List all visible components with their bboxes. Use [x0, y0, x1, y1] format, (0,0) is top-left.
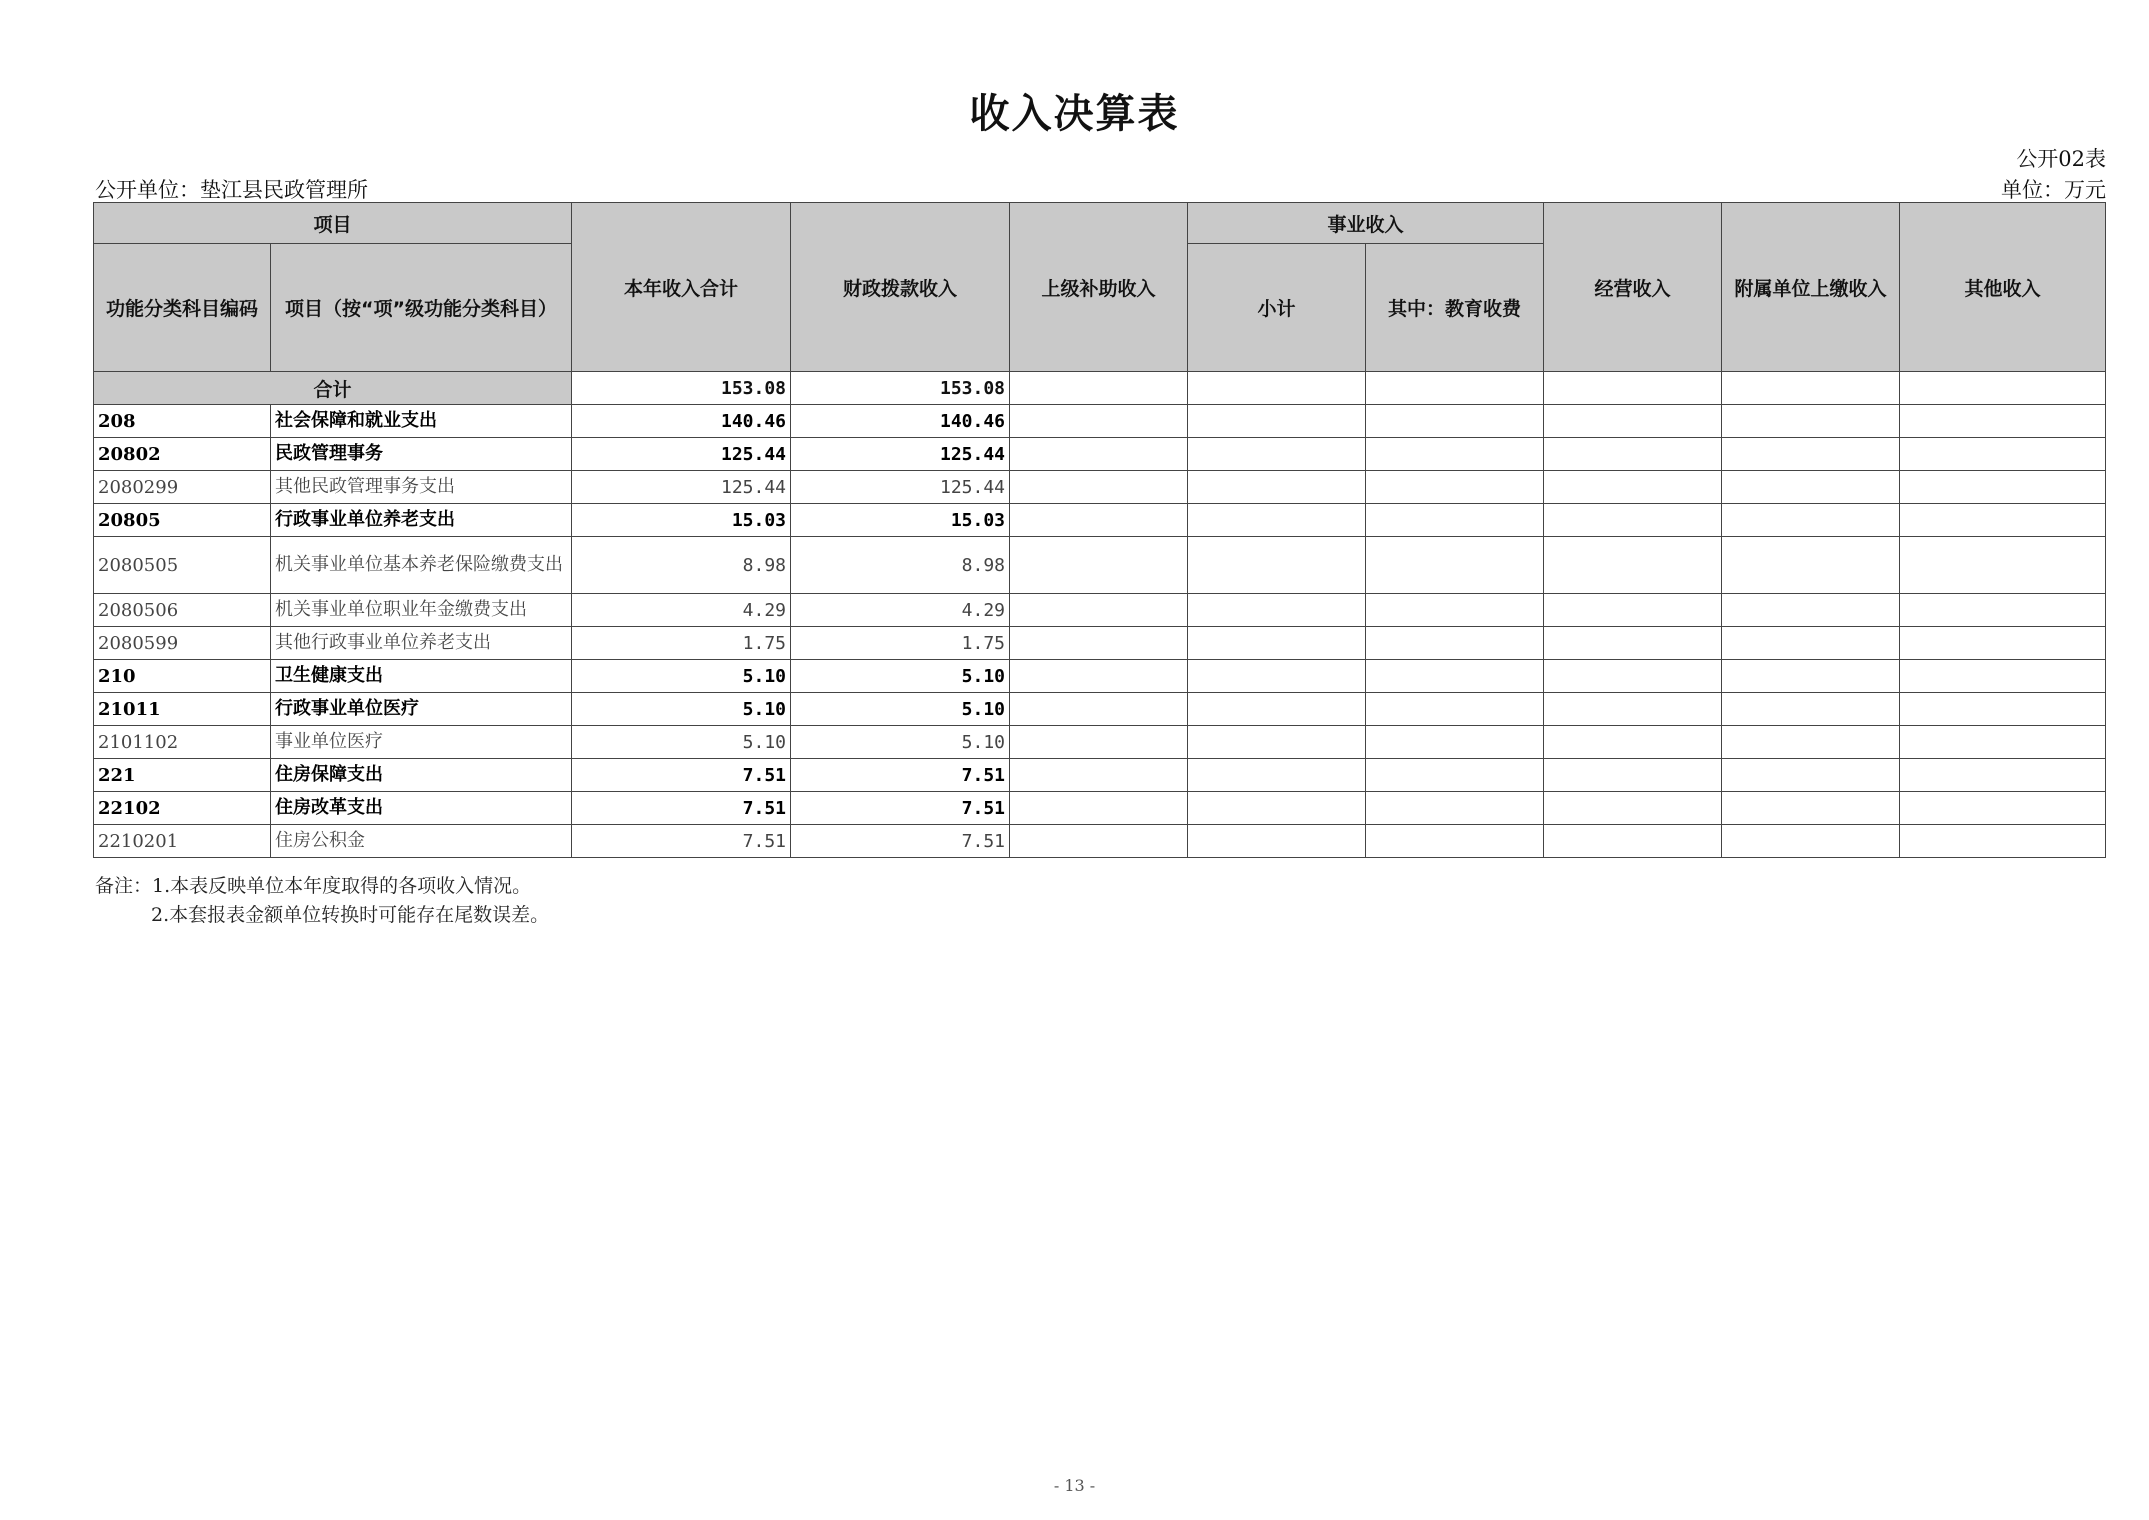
note-1: 备注：1.本表反映单位本年度取得的各项收入情况。	[95, 875, 532, 897]
row-fiscal: 125.44	[791, 438, 1010, 471]
empty-cell	[1010, 594, 1188, 627]
header-fiscal: 财政拨款收入	[791, 203, 1010, 372]
empty-cell	[1544, 405, 1722, 438]
empty-cell	[1900, 759, 2106, 792]
header-code: 功能分类科目编码	[94, 244, 271, 372]
empty-cell	[1900, 372, 2106, 405]
page-title: 收入决算表	[969, 91, 1180, 137]
row-name: 其他行政事业单位养老支出	[271, 627, 572, 660]
row-code: 22102	[94, 792, 271, 825]
total-fiscal: 153.08	[791, 372, 1010, 405]
row-code: 210	[94, 660, 271, 693]
empty-cell	[1900, 660, 2106, 693]
empty-cell	[1900, 471, 2106, 504]
row-fiscal: 5.10	[791, 660, 1010, 693]
empty-cell	[1010, 537, 1188, 594]
row-name: 卫生健康支出	[271, 660, 572, 693]
table-row	[94, 537, 2106, 594]
table-row	[94, 792, 2106, 825]
empty-cell	[1722, 537, 1900, 594]
empty-cell	[1010, 438, 1188, 471]
row-total: 4.29	[572, 594, 791, 627]
empty-cell	[1544, 537, 1722, 594]
empty-cell	[1544, 504, 1722, 537]
empty-cell	[1366, 759, 1544, 792]
empty-cell	[1010, 504, 1188, 537]
total-label: 合计	[94, 372, 572, 405]
empty-cell	[1544, 471, 1722, 504]
table-row	[94, 471, 2106, 504]
empty-cell	[1900, 726, 2106, 759]
form-number: 公开02表	[2016, 147, 2106, 171]
row-code: 2080299	[94, 471, 271, 504]
header-career-subtotal: 小计	[1188, 244, 1366, 372]
empty-cell	[1188, 627, 1366, 660]
empty-cell	[1188, 660, 1366, 693]
header-career: 事业收入	[1188, 203, 1544, 244]
empty-cell	[1188, 792, 1366, 825]
row-total: 7.51	[572, 825, 791, 858]
row-total: 7.51	[572, 759, 791, 792]
empty-cell	[1722, 471, 1900, 504]
row-fiscal: 8.98	[791, 537, 1010, 594]
row-code: 20802	[94, 438, 271, 471]
row-total: 5.10	[572, 660, 791, 693]
empty-cell	[1188, 405, 1366, 438]
row-fiscal: 5.10	[791, 726, 1010, 759]
empty-cell	[1010, 660, 1188, 693]
empty-cell	[1722, 759, 1900, 792]
empty-cell	[1366, 537, 1544, 594]
reporting-unit: 公开单位：垫江县民政管理所	[95, 178, 368, 202]
row-total: 125.44	[572, 438, 791, 471]
row-total: 15.03	[572, 504, 791, 537]
empty-cell	[1722, 594, 1900, 627]
empty-cell	[1010, 759, 1188, 792]
empty-cell	[1900, 504, 2106, 537]
row-name: 机关事业单位职业年金缴费支出	[271, 594, 572, 627]
row-total: 7.51	[572, 792, 791, 825]
header-affiliated: 附属单位上缴收入	[1722, 203, 1900, 372]
row-fiscal: 1.75	[791, 627, 1010, 660]
empty-cell	[1188, 825, 1366, 858]
row-code: 2080505	[94, 537, 271, 594]
empty-cell	[1010, 405, 1188, 438]
empty-cell	[1900, 594, 2106, 627]
empty-cell	[1366, 825, 1544, 858]
row-fiscal: 7.51	[791, 825, 1010, 858]
row-fiscal: 15.03	[791, 504, 1010, 537]
empty-cell	[1366, 405, 1544, 438]
empty-cell	[1722, 405, 1900, 438]
empty-cell	[1722, 504, 1900, 537]
empty-cell	[1544, 660, 1722, 693]
row-name: 住房改革支出	[271, 792, 572, 825]
row-total: 5.10	[572, 726, 791, 759]
empty-cell	[1010, 627, 1188, 660]
empty-cell	[1366, 438, 1544, 471]
row-total: 8.98	[572, 537, 791, 594]
row-fiscal: 125.44	[791, 471, 1010, 504]
header-business: 经营收入	[1544, 203, 1722, 372]
header-total: 本年收入合计	[572, 203, 791, 372]
total-row	[94, 372, 2106, 405]
row-code: 2080506	[94, 594, 271, 627]
table-row	[94, 825, 2106, 858]
row-name: 住房保障支出	[271, 759, 572, 792]
empty-cell	[1722, 693, 1900, 726]
table-row	[94, 759, 2106, 792]
row-total: 1.75	[572, 627, 791, 660]
empty-cell	[1722, 792, 1900, 825]
note-2: 2.本套报表金额单位转换时可能存在尾数误差。	[151, 904, 550, 926]
row-code: 2101102	[94, 726, 271, 759]
empty-cell	[1366, 471, 1544, 504]
empty-cell	[1900, 627, 2106, 660]
empty-cell	[1722, 660, 1900, 693]
row-fiscal: 140.46	[791, 405, 1010, 438]
table-row	[94, 594, 2106, 627]
empty-cell	[1010, 825, 1188, 858]
row-fiscal: 7.51	[791, 792, 1010, 825]
empty-cell	[1722, 726, 1900, 759]
row-code: 20805	[94, 504, 271, 537]
empty-cell	[1900, 825, 2106, 858]
empty-cell	[1544, 693, 1722, 726]
empty-cell	[1188, 726, 1366, 759]
empty-cell	[1722, 372, 1900, 405]
empty-cell	[1010, 726, 1188, 759]
header-name: 项目（按“项”级功能分类科目）	[271, 244, 572, 372]
table-row	[94, 504, 2106, 537]
row-fiscal: 4.29	[791, 594, 1010, 627]
table-row	[94, 660, 2106, 693]
table-row	[94, 726, 2106, 759]
empty-cell	[1366, 627, 1544, 660]
empty-cell	[1366, 660, 1544, 693]
empty-cell	[1900, 405, 2106, 438]
empty-cell	[1544, 726, 1722, 759]
empty-cell	[1544, 438, 1722, 471]
empty-cell	[1900, 792, 2106, 825]
empty-cell	[1544, 372, 1722, 405]
empty-cell	[1188, 372, 1366, 405]
income-table	[93, 202, 2106, 858]
empty-cell	[1722, 438, 1900, 471]
header-other: 其他收入	[1900, 203, 2106, 372]
row-total: 5.10	[572, 693, 791, 726]
empty-cell	[1366, 372, 1544, 405]
empty-cell	[1366, 504, 1544, 537]
header-superior: 上级补助收入	[1010, 203, 1188, 372]
header-career-edu: 其中：教育收费	[1366, 244, 1544, 372]
empty-cell	[1722, 627, 1900, 660]
row-total: 140.46	[572, 405, 791, 438]
row-code: 208	[94, 405, 271, 438]
empty-cell	[1188, 537, 1366, 594]
empty-cell	[1010, 693, 1188, 726]
empty-cell	[1188, 504, 1366, 537]
empty-cell	[1010, 372, 1188, 405]
empty-cell	[1188, 759, 1366, 792]
empty-cell	[1544, 627, 1722, 660]
row-total: 125.44	[572, 471, 791, 504]
row-fiscal: 5.10	[791, 693, 1010, 726]
empty-cell	[1544, 792, 1722, 825]
row-code: 2080599	[94, 627, 271, 660]
notes	[95, 872, 549, 930]
table-row	[94, 693, 2106, 726]
row-name: 住房公积金	[271, 825, 572, 858]
row-code: 2210201	[94, 825, 271, 858]
empty-cell	[1900, 693, 2106, 726]
empty-cell	[1010, 471, 1188, 504]
row-fiscal: 7.51	[791, 759, 1010, 792]
empty-cell	[1366, 726, 1544, 759]
row-code: 21011	[94, 693, 271, 726]
row-name: 机关事业单位基本养老保险缴费支出	[271, 537, 572, 594]
empty-cell	[1722, 825, 1900, 858]
empty-cell	[1900, 438, 2106, 471]
empty-cell	[1544, 825, 1722, 858]
empty-cell	[1188, 693, 1366, 726]
amount-unit: 单位：万元	[2001, 178, 2106, 202]
row-name: 行政事业单位养老支出	[271, 504, 572, 537]
row-name: 行政事业单位医疗	[271, 693, 572, 726]
empty-cell	[1010, 792, 1188, 825]
total-amount: 153.08	[572, 372, 791, 405]
empty-cell	[1900, 537, 2106, 594]
empty-cell	[1544, 594, 1722, 627]
table-row	[94, 438, 2106, 471]
row-name: 其他民政管理事务支出	[271, 471, 572, 504]
empty-cell	[1188, 471, 1366, 504]
empty-cell	[1544, 759, 1722, 792]
empty-cell	[1366, 792, 1544, 825]
row-code: 221	[94, 759, 271, 792]
page-number: - 13 -	[1053, 1476, 1096, 1495]
table-row	[94, 627, 2106, 660]
empty-cell	[1366, 594, 1544, 627]
header-project: 项目	[94, 203, 572, 244]
empty-cell	[1188, 438, 1366, 471]
row-name: 事业单位医疗	[271, 726, 572, 759]
row-name: 社会保障和就业支出	[271, 405, 572, 438]
empty-cell	[1366, 693, 1544, 726]
row-name: 民政管理事务	[271, 438, 572, 471]
empty-cell	[1188, 594, 1366, 627]
table-row	[94, 405, 2106, 438]
